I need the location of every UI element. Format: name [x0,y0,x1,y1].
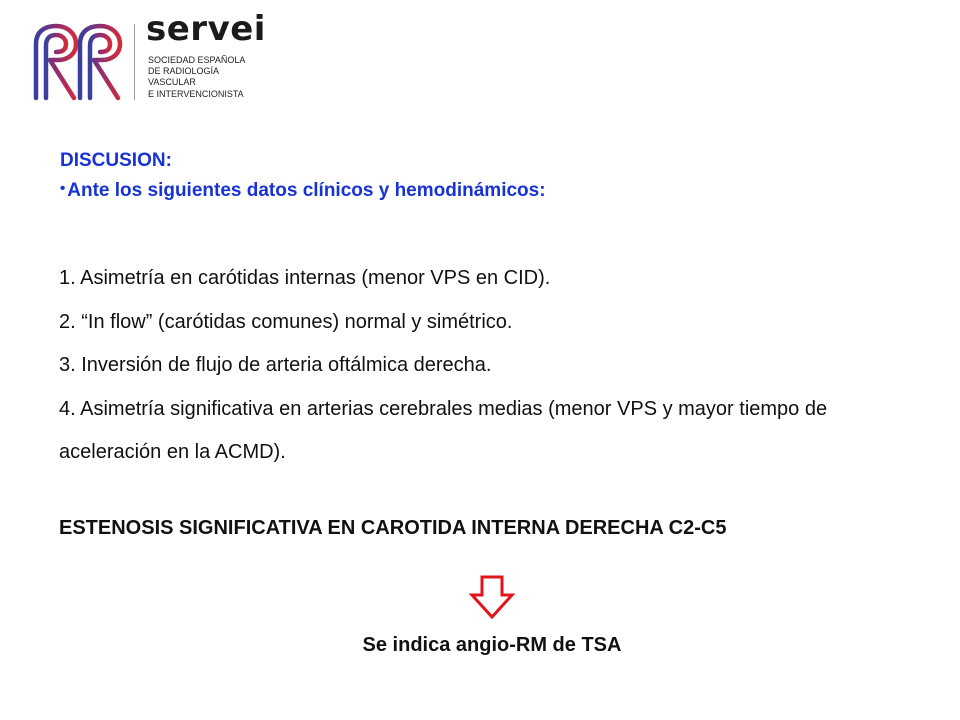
logo-society-name [148,55,245,100]
logo-subtitle-line: E INTERVENCIONISTA [148,88,244,99]
logo-brand-name: servei [146,9,266,49]
finding-item: 4. Asimetría significativa en arterias cerebrales medias (menor VPS y mayor tiempo de aceleración en la ACMD). [59,397,828,463]
discussion-title: DISCUSION: [60,150,172,171]
findings-list [59,257,919,475]
finding-item: 3. Inversión de flujo de arteria oftálmica derecha. [59,354,492,376]
servei-logo [30,9,270,104]
conclusion-text: ESTENOSIS SIGNIFICATIVA EN CAROTIDA INTERNA DERECHA C2-C5 [59,517,727,539]
finding-item: 1. Asimetría en carótidas internas (menor VPS en CID). [59,267,551,289]
logo-subtitle-line: SOCIEDAD ESPAÑOLA [148,55,246,65]
bullet-icon: • [60,180,66,197]
logo-subtitle-line: VASCULAR [148,77,196,88]
discussion-intro [60,180,546,202]
finding-item: 2. “In flow” (carótidas comunes) normal y simétrico. [59,310,513,333]
down-arrow-outline-icon [468,573,516,621]
discussion-intro-text: Ante los siguientes datos clínicos y hemodinámicos: [67,180,546,201]
indication-text: Se indica angio-RM de TSA [362,634,622,656]
servei-logo-mark-icon [30,22,126,102]
logo-divider [134,24,135,100]
logo-subtitle-line: DE RADIOLOGÍA [148,66,220,77]
